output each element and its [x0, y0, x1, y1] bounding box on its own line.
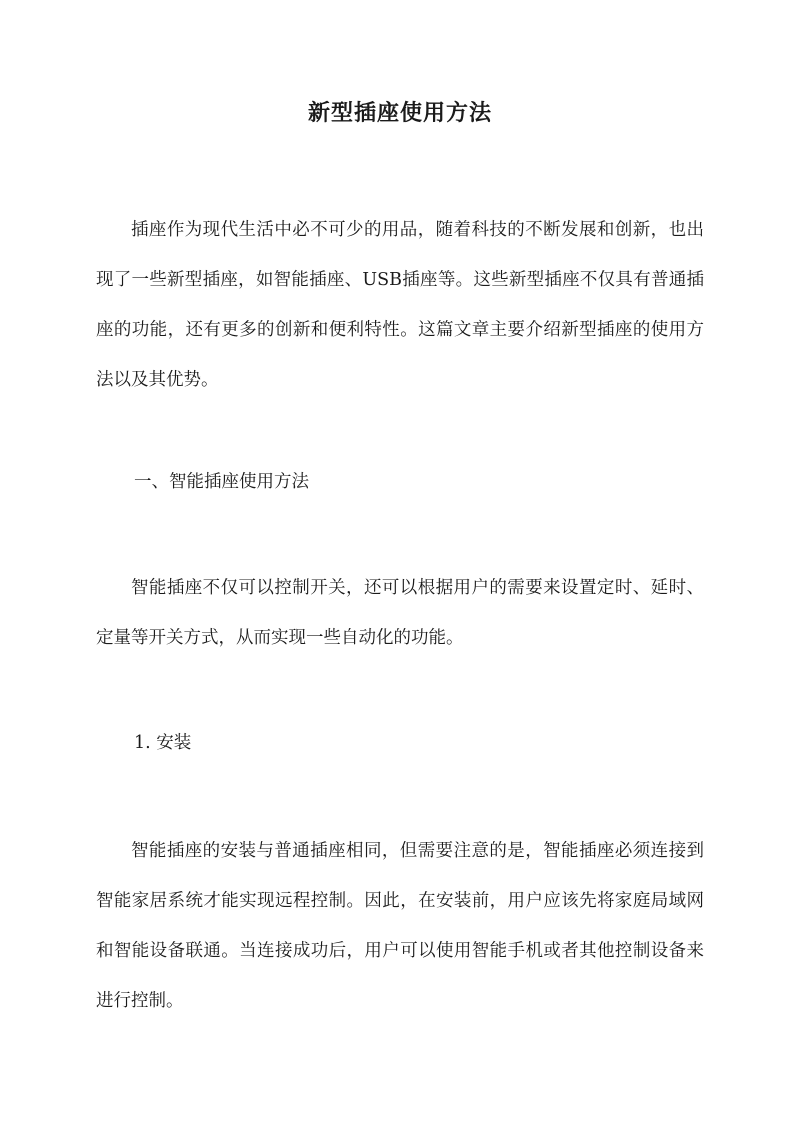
subsection-heading-install: 1. 安装: [134, 733, 192, 753]
section-heading-smart-socket: 一、智能插座使用方法: [134, 472, 309, 492]
document-title: 新型插座使用方法: [307, 100, 492, 126]
section-paragraph-smart-socket: 智能插座不仅可以控制开关，还可以根据用户的需要来设置定时、延时、定量等开关方式，从而实现一些自动化的功能。: [96, 578, 704, 648]
subsection-paragraph-install: 智能插座的安装与普通插座相同，但需要注意的是，智能插座必须连接到智能家居系统才能实现远程控制。因此，在安装前，用户应该先将家庭局域网和智能设备联通。当连接成功后，用户可以使用智能手机或者其他控制设备来进行控制。: [96, 841, 704, 1011]
intro-paragraph: 插座作为现代生活中必不可少的用品，随着科技的不断发展和创新，也出现了一些新型插座，如智能插座、USB插座等。这些新型插座不仅具有普通插座的功能，还有更多的创新和便利特性。这篇文章主要介绍新型插座的使用方法以及其优势。: [96, 220, 704, 390]
